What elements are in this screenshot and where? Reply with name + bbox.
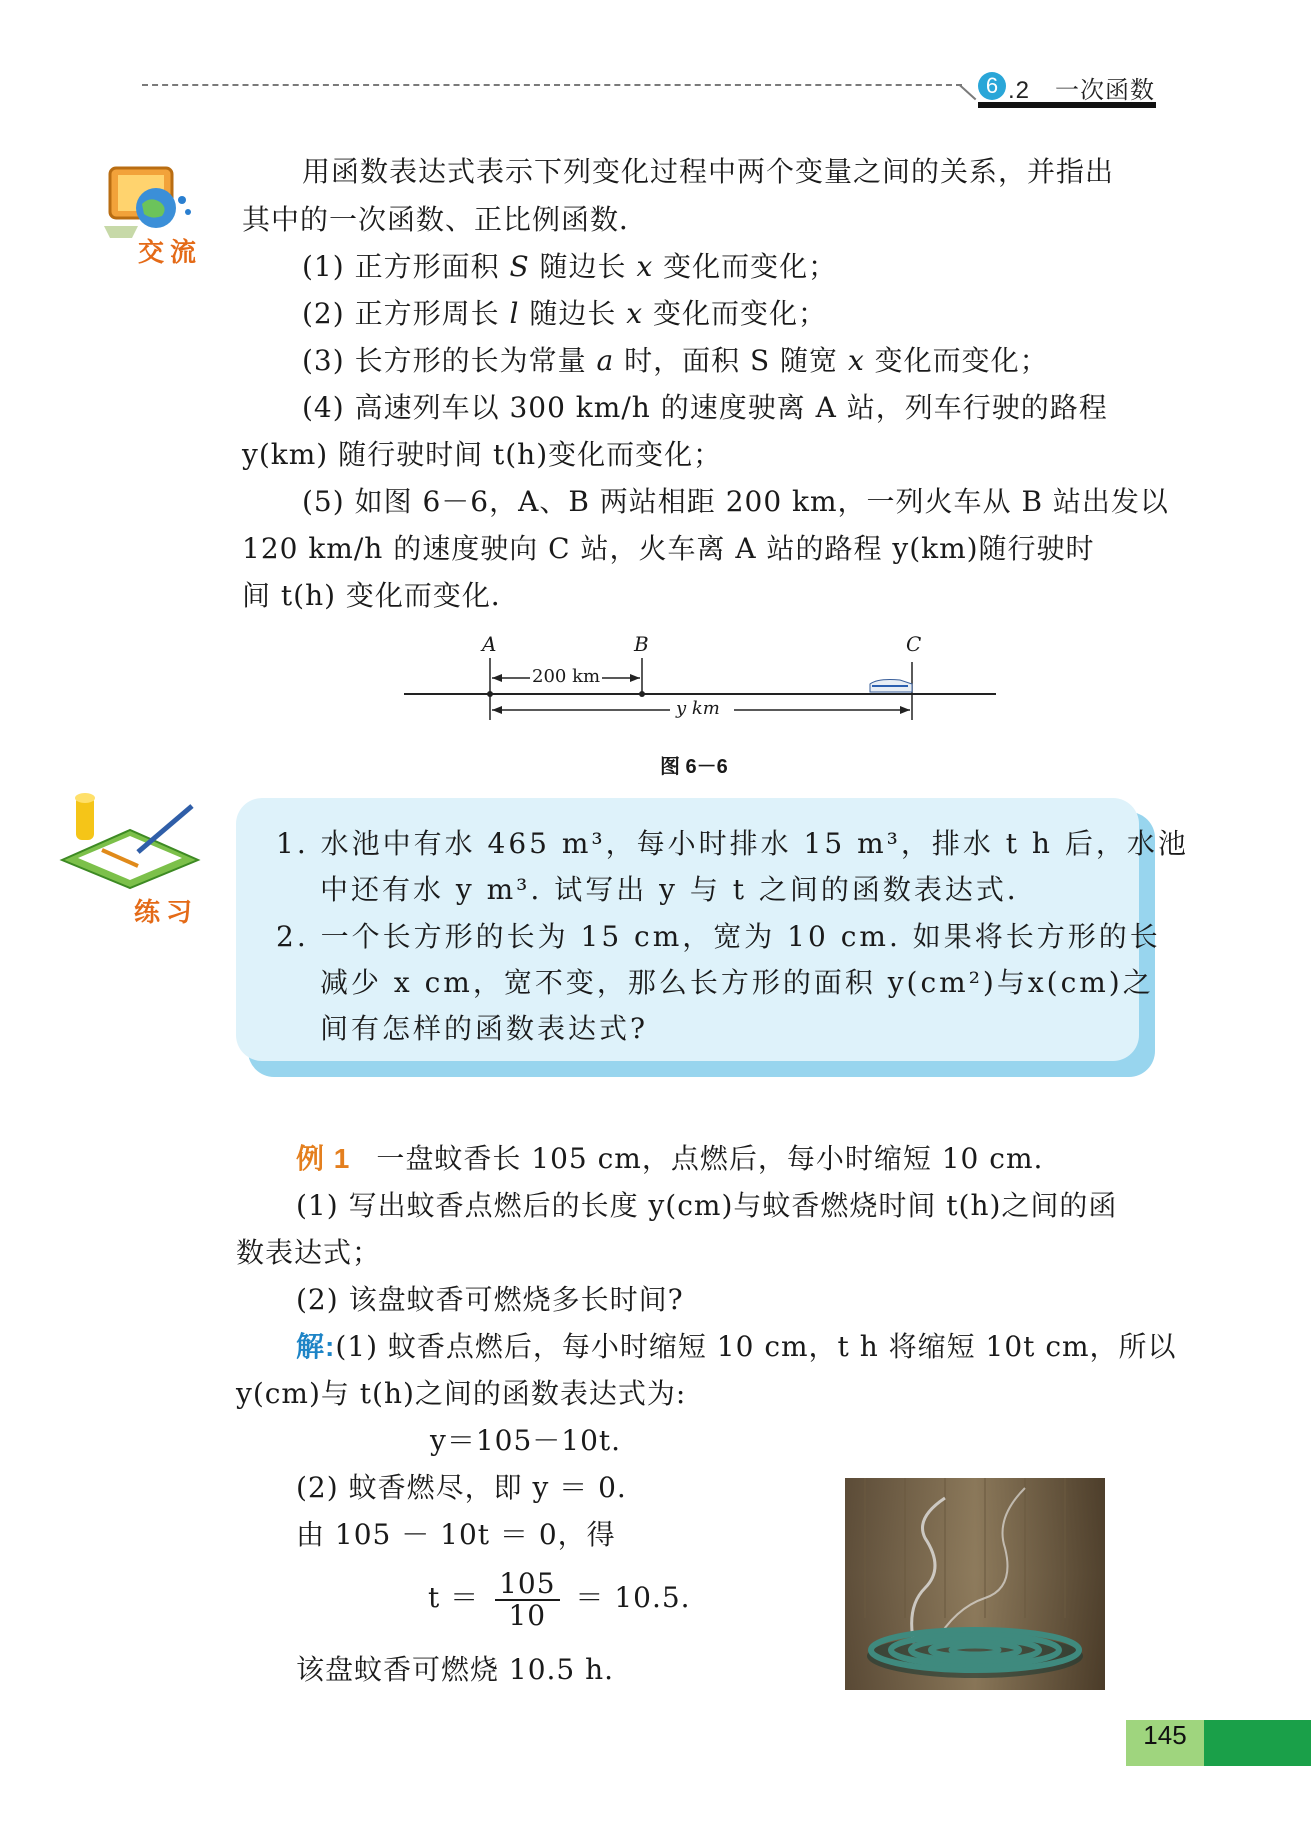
exchange-item-3: (3) 长方形的长为常量 a 时，面积 S 随宽 x 变化而变化； (302, 344, 1049, 377)
label-b: B (634, 632, 649, 656)
label-a: A (482, 632, 497, 656)
exercise-q2-line1: 2. 一个长方形的长为 15 cm，宽为 10 cm. 如果将长方形的长 (276, 920, 1161, 953)
header-dashed-rule (142, 84, 962, 86)
exchange-item-5-line3: 间 t(h) 变化而变化． (242, 579, 520, 612)
exchange-item-1: (1) 正方形面积 S 随边长 x 变化而变化； (302, 250, 838, 283)
solution-line2: y(cm)与 t(h)之间的函数表达式为: (236, 1377, 687, 1410)
exchange-item-5-line2: 120 km/h 的速度驶向 C 站，火车离 A 站的路程 y(km)随行驶时 (242, 532, 1095, 565)
mosquito-coil-photo (845, 1478, 1105, 1690)
exchange-icon-label: 交流 (138, 237, 203, 267)
exchange-item-4-line1: (4) 高速列车以 300 km/h 的速度驶离 A 站，列车行驶的路程 (302, 391, 1108, 424)
example-heading: 例 1 一盘蚊香长 105 cm，点燃后，每小时缩短 10 cm. (296, 1142, 1044, 1175)
solution-formula: y＝105－10t. (430, 1424, 622, 1457)
example-q2: (2) 该盘蚊香可燃烧多长时间? (296, 1283, 684, 1316)
exercise-q2-line2: 减少 x cm，宽不变，那么长方形的面积 y(cm²)与x(cm)之 (320, 966, 1154, 999)
solution-line1: 解:(1) 蚊香点燃后，每小时缩短 10 cm，t h 将缩短 10t cm，所以 (296, 1330, 1177, 1363)
example-q1-line1: (1) 写出蚊香点燃后的长度 y(cm)与蚊香燃烧时间 t(h)之间的函 (296, 1189, 1118, 1222)
exchange-item-2: (2) 正方形周长 l 随边长 x 变化而变化； (302, 297, 827, 330)
exercise-q1-line1: 1. 水池中有水 465 m³，每小时排水 15 m³，排水 t h 后，水池 (276, 827, 1189, 860)
fraction (495, 1566, 559, 1632)
exercise-icon-label: 练习 (134, 897, 199, 927)
section-number-badge: 6 (978, 72, 1006, 100)
exercise-icon (58, 790, 208, 900)
solution-2: (2) 蚊香燃尽，即 y ＝ 0. (296, 1471, 627, 1504)
page-number: 145 (1143, 1720, 1187, 1750)
exercise-q1-line2: 中还有水 y m³. 试写出 y 与 t 之间的函数表达式． (320, 873, 1038, 906)
conclusion: 该盘蚊香可燃烧 10.5 h. (296, 1653, 615, 1686)
label-c: C (906, 632, 922, 656)
exchange-item-4-line2: y(km) 随行驶时间 t(h)变化而变化； (242, 438, 723, 471)
fraction-numerator: 105 (495, 1569, 559, 1601)
header-slant (959, 84, 977, 100)
figure-caption: 图 6－6 (660, 756, 728, 778)
solution-fraction-line: t ＝ $\frac{105}{10}$ ＝ 10.5. (428, 1566, 691, 1632)
section-title: .2 一次函数 (1008, 77, 1156, 104)
exchange-item-5-line1: (5) 如图 6－6，A、B 两站相距 200 km，一列火车从 B 站出发以 (302, 485, 1169, 518)
train-icon (870, 680, 912, 693)
distance-y: y km (676, 698, 720, 719)
fraction-denominator: 10 (508, 1598, 547, 1632)
example-q1-line2: 数表达式； (236, 1236, 382, 1269)
solution-label: 解: (296, 1331, 336, 1362)
figure-6-6 (400, 632, 1000, 740)
example-label: 例 1 (296, 1143, 351, 1174)
page-number-bar (1204, 1720, 1311, 1766)
distance-ab: 200 km (532, 666, 601, 687)
exercise-q2-line3: 间有怎样的函数表达式? (320, 1012, 649, 1045)
exchange-intro-line2: 其中的一次函数、正比例函数． (242, 203, 649, 236)
exchange-intro-line1: 用函数表达式表示下列变化过程中两个变量之间的关系，并指出 (302, 155, 1115, 188)
solution-2b: 由 105 － 10t ＝ 0，得 (296, 1518, 616, 1551)
